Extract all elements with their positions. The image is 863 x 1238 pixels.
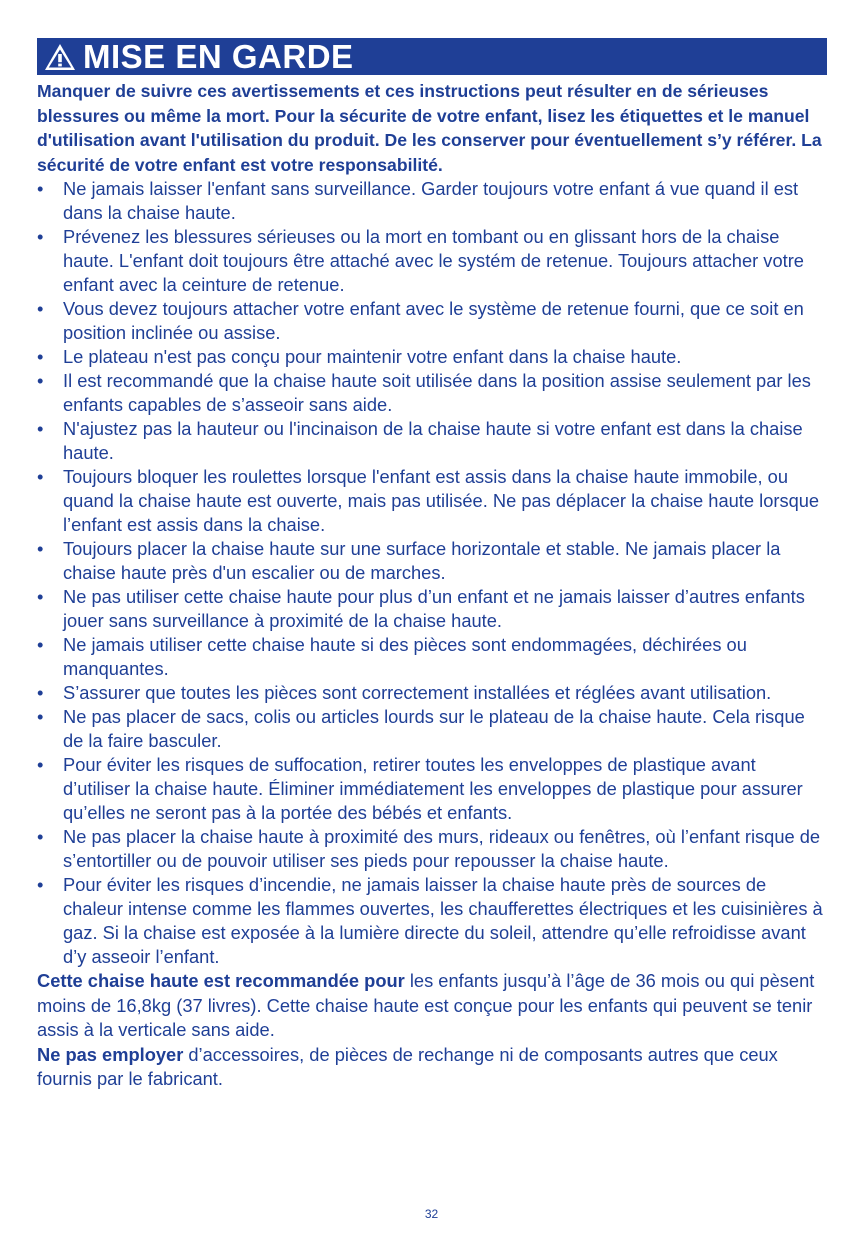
warning-item [37,873,827,969]
bullet-icon: • [37,706,44,727]
bullet-icon: • [37,634,44,655]
warning-text: Prévenez les blessures sérieuses ou la mort en tombant ou en glissant hors de la chaise haute. L'enfant doit toujours être attaché avec le systém de retenue. Toujours attacher votre enfant avec la ceinture de retenue. [63,226,804,295]
page-number: 32 [424,1207,439,1221]
warning-text: Ne pas placer la chaise haute à proximité des murs, rideaux ou fenêtres, où l’enfant risque de s’entortiller ou de pouvoir utiliser ses pieds pour repousser la chaise haute. [63,826,821,871]
warning-text: Ne jamais utiliser cette chaise haute si des pièces sont endommagées, déchirées ou manquantes. [63,634,747,679]
warning-page [37,38,827,1092]
warning-item [37,177,827,225]
bullet-icon: • [37,538,44,559]
accessories-text: d’accessoires, de pièces de rechange ni de composants autres que ceux fournis par le fabricant. [37,1043,778,1089]
warning-text: Il est recommandé que la chaise haute soit utilisée dans la position assise seulement par les enfants capables de s’asseoir sans aide. [63,370,811,415]
bullet-icon: • [37,346,44,367]
bullet-icon: • [37,226,44,247]
warning-item [37,369,827,417]
warning-text: N'ajustez pas la hauteur ou l'incinaison de la chaise haute si votre enfant est dans la chaise haute. [63,418,803,463]
intro-warning: Manquer de suivre ces avertissements et ces instructions peut résulter en de sérieuses blessures ou même la mort. Pour la sécurite de votre enfant, lisez les étiquettes et le manuel d'utilisation avant l'utilisation du produit. De les conserver pour éventuellement s’y référer. La sécurité de votre enfant est votre responsabilité. [37,81,822,175]
warning-item [37,537,827,585]
bullet-icon: • [37,178,44,199]
warning-text: Pour éviter les risques d’incendie, ne jamais laisser la chaise haute près de sources de chaleur intense comme les flammes ouvertes, les chaufferettes électriques et les cuisinières à gaz. Si la chaise est exposée à la lumière directe du soleil, attendre qu’elle refroidisse avant d’y asseoir l’enfant. [63,874,823,967]
warning-item [37,825,827,873]
warning-item [37,225,827,297]
bullet-icon: • [37,586,44,607]
warning-item [37,633,827,681]
warning-item [37,705,827,753]
bullet-icon: • [37,754,44,775]
warning-item [37,753,827,825]
warning-text: Toujours bloquer les roulettes lorsque l'enfant est assis dans la chaise haute immobile, ou quand la chaise haute est ouverte, mais pas utilisée. Ne pas déplacer la chaise haute lorsque l’enfant est assis dans la chaise. [63,466,820,535]
warning-header [37,38,827,75]
warning-text: Le plateau n'est pas conçu pour maintenir votre enfant dans la chaise haute. [63,346,682,367]
warning-text: Ne pas placer de sacs, colis ou articles lourds sur le plateau de la chaise haute. Cela risque de la faire basculer. [63,706,805,751]
recommendation-text: les enfants jusqu’à l’âge de 36 mois ou qui pèsent moins de 16,8kg (37 livres). Cette chaise haute est conçue pour les enfants qui peuvent se tenir assis à la verticale sans aide. [37,970,815,1040]
warning-triangle-icon [43,42,77,72]
accessories-bold: Ne pas employer [37,1043,184,1065]
warning-item [37,297,827,345]
warning-item [37,585,827,633]
warning-item [37,681,827,705]
bullet-icon: • [37,418,44,439]
bullet-icon: • [37,826,44,847]
warning-item [37,345,827,369]
warning-text: Toujours placer la chaise haute sur une surface horizontale et stable. Ne jamais placer la chaise haute près d'un escalier ou de marches. [63,538,781,583]
bullet-icon: • [37,298,44,319]
warning-text: Ne jamais laisser l'enfant sans surveillance. Garder toujours votre enfant á vue quand il est dans la chaise haute. [63,178,799,223]
warning-item [37,465,827,537]
header-title: MISE EN GARDE [83,38,354,75]
bullet-icon: • [37,466,44,487]
warning-text: Ne pas utiliser cette chaise haute pour plus d’un enfant et ne jamais laisser d’autres enfants jouer sans surveillance à proximité de la chaise haute. [63,586,805,631]
warning-list [37,177,827,969]
bullet-icon: • [37,682,44,703]
warning-item [37,417,827,465]
recommendation-bold: Cette chaise haute est recommandée pour [37,970,405,991]
accessories-warning [37,1043,827,1092]
warning-text: S’assurer que toutes les pièces sont correctement installées et réglées avant utilisation. [63,682,772,703]
age-recommendation [37,969,827,1043]
bullet-icon: • [37,874,44,895]
warning-text: Pour éviter les risques de suffocation, retirer toutes les enveloppes de plastique avant d’utiliser la chaise haute. Éliminer immédiatement les enveloppes de plastique pour assurer qu’elles ne seront pas à la portée des bébés et enfants. [63,754,803,823]
bullet-icon: • [37,370,44,391]
warning-text: Vous devez toujours attacher votre enfant avec le système de retenue fourni, que ce soit en position inclinée ou assise. [63,298,804,343]
